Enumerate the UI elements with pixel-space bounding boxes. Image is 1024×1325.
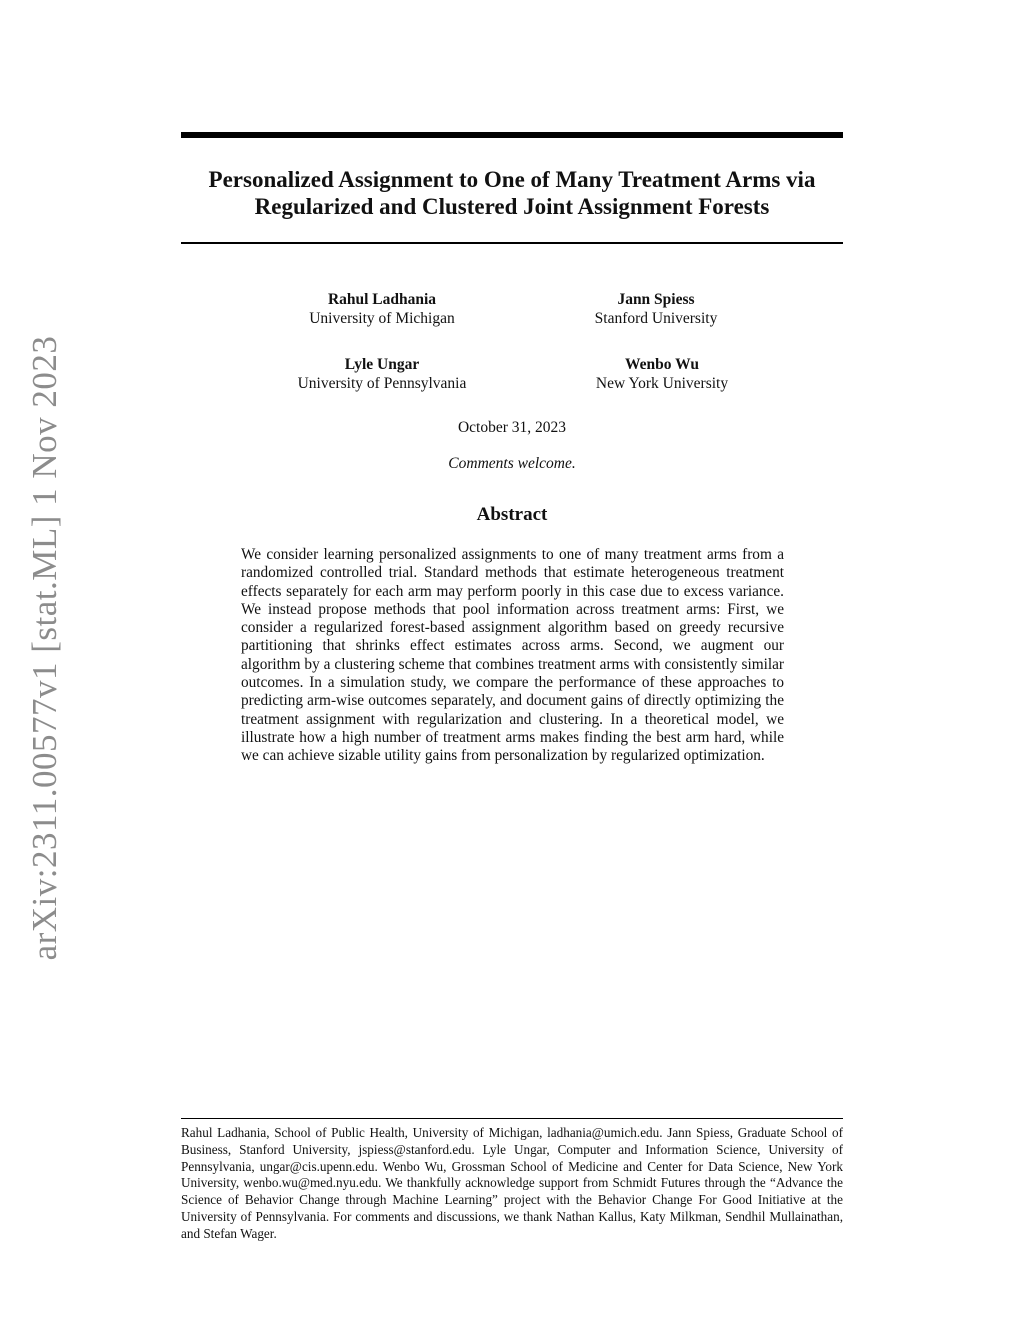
author-affiliation: New York University <box>595 375 729 392</box>
author-affiliation: Stanford University <box>594 310 718 327</box>
comments-note: Comments welcome. <box>448 455 576 472</box>
author-name: Rahul Ladhania <box>327 291 437 308</box>
author-block <box>512 355 812 393</box>
arxiv-identifier: arXiv:2311.00577v1 [stat.ML] 1 Nov 2023 <box>25 335 64 961</box>
paper-date: October 31, 2023 <box>457 419 567 436</box>
title-top-rule <box>181 132 843 138</box>
author-affiliation: University of Michigan <box>309 310 455 327</box>
author-name: Jann Spiess <box>617 291 695 308</box>
author-block <box>232 290 532 328</box>
title-bottom-rule <box>181 242 843 244</box>
author-block <box>506 290 806 328</box>
author-block <box>232 355 532 393</box>
footnote-rule <box>181 1118 843 1119</box>
author-name: Wenbo Wu <box>625 356 699 373</box>
paper-title: Personalized Assignment to One of Many Treatment Arms via Regularized and Clustered Joint Assignment Forests <box>208 167 816 219</box>
author-affiliation: University of Pennsylvania <box>297 375 467 392</box>
abstract-heading: Abstract <box>476 504 548 525</box>
abstract-text: We consider learning personalized assignments to one of many treatment arms from a randomized controlled trial. Standard methods that estimate heterogeneous treatment effects separately for each arm may perform poorly in this case due to excess variance. We instead propose methods that pool information across treatment arms: First, we consider a regularized forest-based assignment algorithm based on greedy recursive partitioning that shrinks effect estimates across arms. Second, we augment our algorithm by a clustering scheme that combines treatment arms with consistently similar outcomes. In a simulation study, we compare the performance of these approaches to predicting arm-wise outcomes separately, and document gains of directly optimizing the treatment assignment with regularization and clustering. In a theoretical model, we illustrate how a high number of treatment arms makes finding the best arm hard, while we can achieve sizable utility gains from personalization by regularized optimization. <box>241 546 784 765</box>
author-name: Lyle Ungar <box>344 356 420 373</box>
footnote-text: Rahul Ladhania, School of Public Health, University of Michigan, ladhania@umich.edu. Jann Spiess, Graduate School of Business, Stanford University, jspiess@stanford.edu. Lyle Ungar, Computer and Information Science, University of Pennsylvania, ungar@cis.upenn.edu. Wenbo Wu, Grossman School of Medicine and Center for Data Science, New York University, wenbo.wu@med.nyu.edu. We thankfully acknowledge support from Schmidt Futures through the “Advance the Science of Behavior Change through Machine Learning” project with the Behavior Change For Good Initiative at the University of Pennsylvania. For comments and discussions, we thank Nathan Kallus, Katy Milkman, Sendhil Mullainathan, and Stefan Wager. <box>181 1125 843 1241</box>
